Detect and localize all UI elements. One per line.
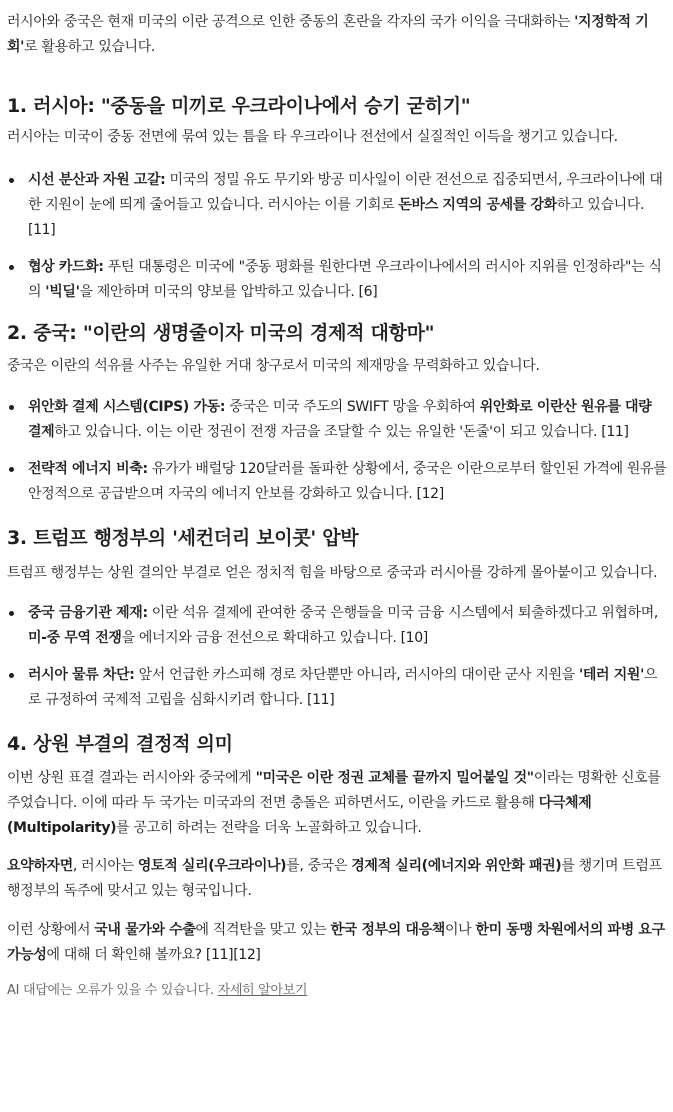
summary-text-3: 를 챙기며 트럼프 행정부의 독주에 맞서고 있는 형국입니다. — [7, 858, 662, 899]
bullet-title: 전략적 에너지 비축: — [28, 461, 148, 477]
intro-bold-1: '지정학적 기회' — [7, 14, 649, 55]
section-4-bold-1: "미국은 이란 정권 교체를 끝까지 밀어붙일 것" — [255, 770, 534, 786]
bullet-text-end: 하고 있습니다. 이는 이란 정권이 전쟁 자금을 조달할 수 있는 유일한 '돈줄'이 되고 있습니다. [11] — [54, 424, 629, 440]
bullet-emphasis: 돈바스 지역의 공세를 강화 — [398, 197, 557, 213]
bullet-text: 앞서 언급한 카스피해 경로 차단뿐만 아니라, 러시아의 대이란 군사 지원을 — [134, 667, 579, 683]
bullet-title: 협상 카드화: — [28, 259, 104, 275]
list-item — [7, 395, 667, 445]
bullet-text: 미국의 정밀 유도 무기와 방공 미사일이 이란 전선으로 집중되면서, 우크라이나에 대한 지원이 눈에 띄게 줄어들고 있습니다. 러시아는 이를 기회로 — [28, 172, 663, 213]
closing-text-2: 에 직격탄을 맞고 있는 — [195, 922, 331, 938]
bullet-text: 유가가 배럴당 120달러를 돌파한 상황에서, 중국은 이란으로부터 할인된 가격에 원유를 안정적으로 공급받으며 자국의 에너지 안보를 강화하고 있습니다. [12] — [28, 461, 667, 502]
closing-text-3: 이나 — [444, 922, 476, 938]
bullet-icon — [9, 467, 14, 472]
bullet-icon — [9, 178, 14, 183]
bullet-text-end: 을 제안하며 미국의 양보를 압박하고 있습니다. [6] — [79, 284, 378, 300]
bullet-text-end: 으로 규정하여 국제적 고립을 심화시키려 합니다. [11] — [28, 667, 658, 708]
learn-more-link[interactable]: 자세히 알아보기 — [217, 983, 308, 998]
bullet-icon — [9, 265, 14, 270]
section-1-paragraph: 러시아는 미국이 중동 전면에 묶여 있는 틈을 타 우크라이나 전선에서 실질적인 이득을 챙기고 있습니다. — [7, 129, 618, 145]
bullet-icon — [9, 611, 14, 616]
section-1-heading: 1. 러시아: "중동을 미끼로 우크라이나에서 승기 굳히기" — [7, 95, 471, 117]
bullet-emphasis: 미-중 무역 전쟁 — [28, 630, 122, 646]
bullet-text: 이란 석유 결제에 관여한 중국 은행들을 미국 금융 시스템에서 퇴출하겠다고 위협하며, — [147, 605, 658, 621]
summary-text-1: , 러시아는 — [72, 858, 138, 874]
bullet-emphasis: 위안화로 이란산 원유를 대량 결제 — [28, 399, 652, 440]
bullet-title: 러시아 물류 차단: — [28, 667, 135, 683]
summary-bold-1: 요약하자면 — [7, 858, 73, 874]
bullet-icon — [9, 405, 14, 410]
bullet-icon — [9, 673, 14, 678]
closing-paragraph — [7, 918, 667, 968]
bullet-title: 중국 금융기관 제재: — [28, 605, 148, 621]
closing-bold-3: 한미 동맹 차원에서의 파병 요구 가능성 — [7, 922, 665, 963]
bullet-text-end: 하고 있습니다. [11] — [28, 197, 645, 238]
list-item — [7, 601, 667, 651]
section-4-text-2: 이라는 명확한 신호를 주었습니다. 이에 따라 두 국가는 미국과의 전면 충돌은 피하면서도, 이란을 카드로 활용해 — [7, 770, 661, 811]
intro-text-1: 러시아와 중국은 현재 미국의 이란 공격으로 인한 중동의 혼란을 각자의 국가 이익을 극대화하는 — [7, 14, 575, 30]
summary-bold-3: 경제적 실리(에너지와 위안화 패권) — [351, 858, 562, 874]
section-4-text-3: 를 공고히 하려는 전략을 더욱 노골화하고 있습니다. — [116, 820, 422, 836]
section-2-list — [7, 395, 667, 507]
closing-text-4: 에 대해 더 확인해 볼까요? [11][12] — [46, 947, 261, 963]
bullet-title: 시선 분산과 자원 고갈: — [28, 172, 166, 188]
closing-bold-2: 한국 정부의 대응책 — [330, 922, 445, 938]
section-2-paragraph: 중국은 이란의 석유를 사주는 유일한 거대 창구로서 미국의 제재망을 무력화하고 있습니다. — [7, 358, 540, 374]
closing-bold-1: 국내 물가와 수출 — [94, 922, 196, 938]
list-item — [7, 168, 667, 243]
section-3-paragraph: 트럼프 행정부는 상원 결의안 부결로 얻은 정치적 힘을 바탕으로 중국과 러시아를 강하게 몰아붙이고 있습니다. — [7, 565, 658, 581]
ai-disclaimer — [7, 981, 667, 1001]
section-1-list — [7, 168, 667, 305]
disclaimer-text: AI 대답에는 오류가 있을 수 있습니다. — [7, 983, 218, 998]
section-2-heading: 2. 중국: "이란의 생명줄이자 미국의 경제적 대항마" — [7, 322, 435, 344]
section-4-text-1: 이번 상원 표결 결과는 러시아와 중국에게 — [7, 770, 256, 786]
bullet-emphasis: '테러 지원' — [578, 667, 645, 683]
intro-text-2: 로 활용하고 있습니다. — [24, 39, 155, 55]
summary-paragraph — [7, 854, 667, 904]
list-item — [7, 457, 667, 507]
intro-paragraph — [7, 10, 667, 60]
summary-bold-2: 영토적 실리(우크라이나) — [137, 858, 287, 874]
section-4-heading: 4. 상원 부결의 결정적 의미 — [7, 733, 233, 755]
bullet-title: 위안화 결제 시스템(CIPS) 가동: — [28, 399, 226, 415]
bullet-emphasis: '빅딜' — [45, 284, 80, 300]
section-3-list — [7, 601, 667, 713]
section-3-heading: 3. 트럼프 행정부의 '세컨더리 보이콧' 압박 — [7, 527, 359, 549]
bullet-text: 중국은 미국 주도의 SWIFT 망을 우회하여 — [225, 399, 480, 415]
bullet-text: 푸틴 대통령은 미국에 "중동 평화를 원한다면 우크라이나에서의 러시아 지위를 인정하라"는 식의 — [28, 259, 662, 300]
list-item — [7, 663, 667, 713]
section-4-paragraph — [7, 766, 667, 841]
section-4-bold-2: 다극체제(Multipolarity) — [7, 795, 592, 836]
closing-text-1: 이런 상황에서 — [7, 922, 95, 938]
response-content — [0, 10, 673, 1001]
bullet-text-end: 을 에너지와 금융 전선으로 확대하고 있습니다. [10] — [121, 630, 428, 646]
summary-text-2: 를, 중국은 — [286, 858, 352, 874]
list-item — [7, 255, 667, 305]
